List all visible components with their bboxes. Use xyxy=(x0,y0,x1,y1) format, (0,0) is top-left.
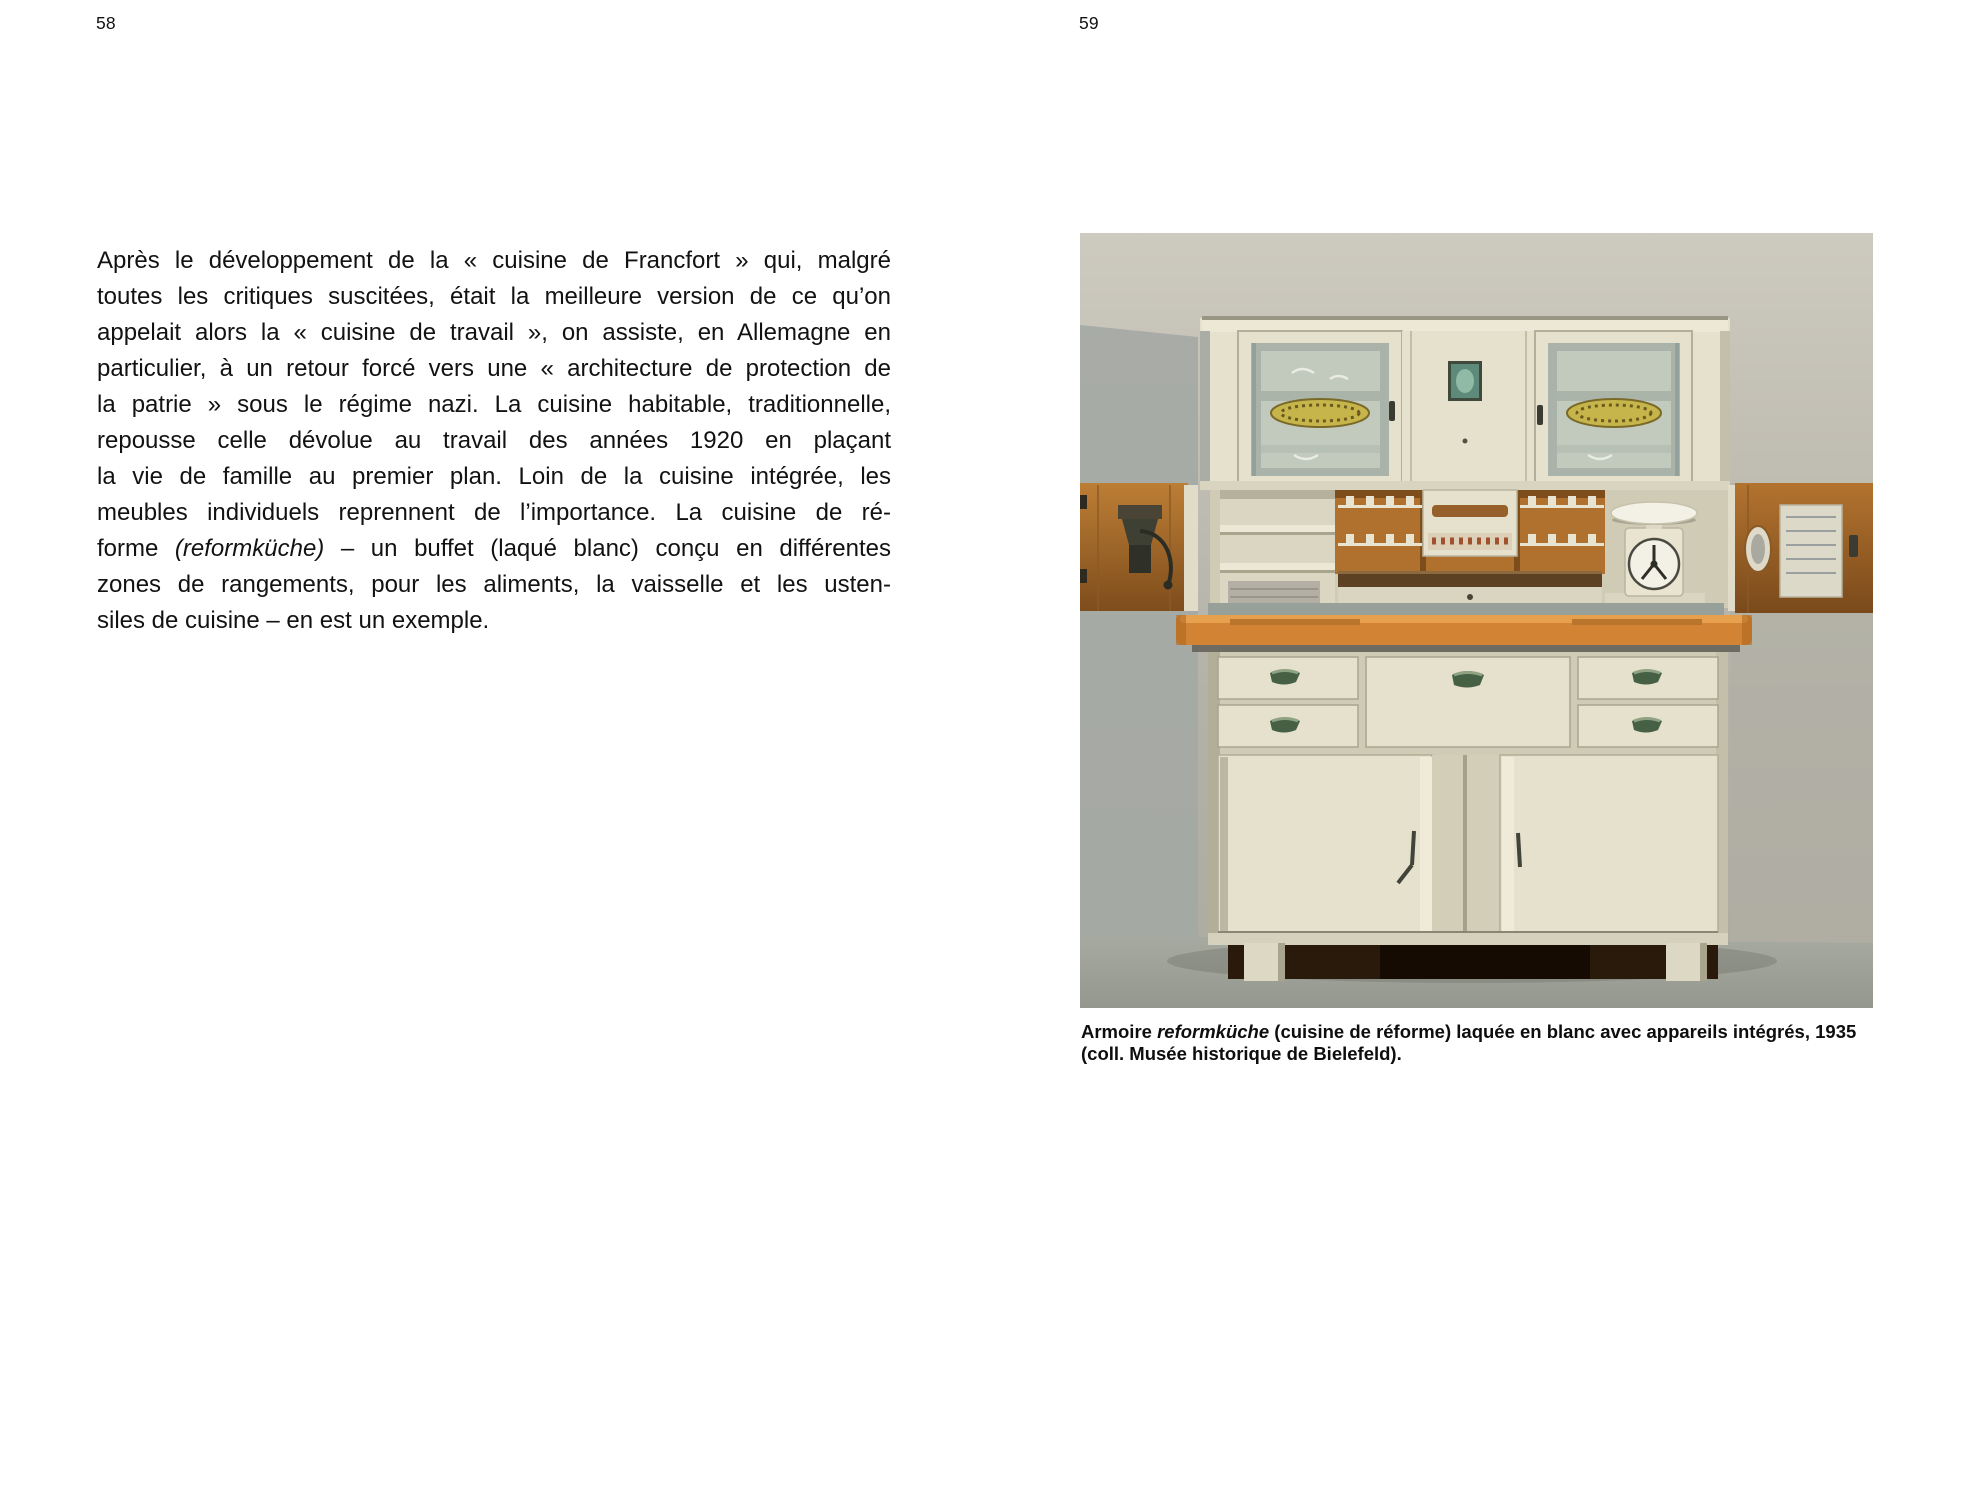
text-line: repousse celle dévolue au travail des années 1920 en plaçant xyxy=(97,427,891,454)
text-line: siles de cuisine – en est un exemple. xyxy=(97,607,490,634)
glass-door-left xyxy=(1238,331,1402,488)
photo-kitchen-cabinet xyxy=(1080,233,1873,1008)
drawer-left-bottom xyxy=(1218,705,1358,747)
center-panel xyxy=(1402,331,1535,488)
text-line: Après le développement de la « cuisine de Francfort » qui, malgré xyxy=(97,247,891,274)
page-number-right: 59 xyxy=(1079,13,1099,33)
page-number-left: 58 xyxy=(96,13,116,33)
text-line: toutes les critiques suscitées, était la meilleure version de ce qu’on xyxy=(97,283,891,310)
door-handle-right-open xyxy=(1849,535,1858,557)
counter xyxy=(1176,603,1752,652)
text-line: la patrie » sous le régime nazi. La cuisine habitable, traditionnelle, xyxy=(97,391,891,418)
text-line: forme (reformküche) – un buffet (laqué blanc) conçu en différentes xyxy=(97,535,891,562)
text-line: particulier, à un retour forcé vers une « architecture de protection de xyxy=(97,355,891,382)
keyhole-upper xyxy=(1463,439,1468,444)
glass-door-right xyxy=(1535,331,1692,488)
decorated-band xyxy=(1428,533,1512,550)
drawer-left-top xyxy=(1218,657,1358,699)
text-line: (coll. Musée historique de Bielefeld). xyxy=(1081,1043,1402,1064)
text-line: meubles individuels reprennent de l’importance. La cuisine de ré- xyxy=(97,499,891,526)
text-line: Armoire reformküche (cuisine de réforme) laquée en blanc avec appareils intégrés, 1935 xyxy=(1081,1021,1857,1042)
text-line: la vie de famille au premier plan. Loin de la cuisine intégrée, les xyxy=(97,463,891,490)
door-chart xyxy=(1780,505,1842,597)
cabinet-door-left xyxy=(1218,755,1432,933)
left-compartment xyxy=(1220,490,1335,608)
door-handle-right-glass xyxy=(1537,405,1543,425)
folded-cloth xyxy=(1228,581,1320,605)
door-handle-left-glass xyxy=(1389,401,1395,421)
door-handle-lower-right xyxy=(1518,833,1520,867)
open-door-right xyxy=(1728,483,1873,613)
drawer-right-top xyxy=(1578,657,1718,699)
drawer-center xyxy=(1366,657,1570,747)
text-line: zones de rangements, pour les aliments, la vaisselle et les usten- xyxy=(97,571,891,598)
plinth xyxy=(1208,933,1728,981)
center-clock-plaque xyxy=(1448,361,1482,401)
drawer-right-bottom xyxy=(1578,705,1718,747)
pullout-board xyxy=(1338,571,1602,608)
photo-illustration xyxy=(1080,233,1873,1008)
open-door-left xyxy=(1080,483,1198,611)
photo-caption xyxy=(1081,1021,1881,1065)
lower-cabinet xyxy=(1208,652,1728,942)
center-interior xyxy=(1335,490,1605,608)
text-line: appelait alors la « cuisine de travail », on assiste, en Allemagne en xyxy=(97,319,891,346)
upper-cabinet xyxy=(1200,316,1730,490)
cabinet-door-right xyxy=(1500,755,1718,933)
body-paragraph xyxy=(97,243,891,639)
